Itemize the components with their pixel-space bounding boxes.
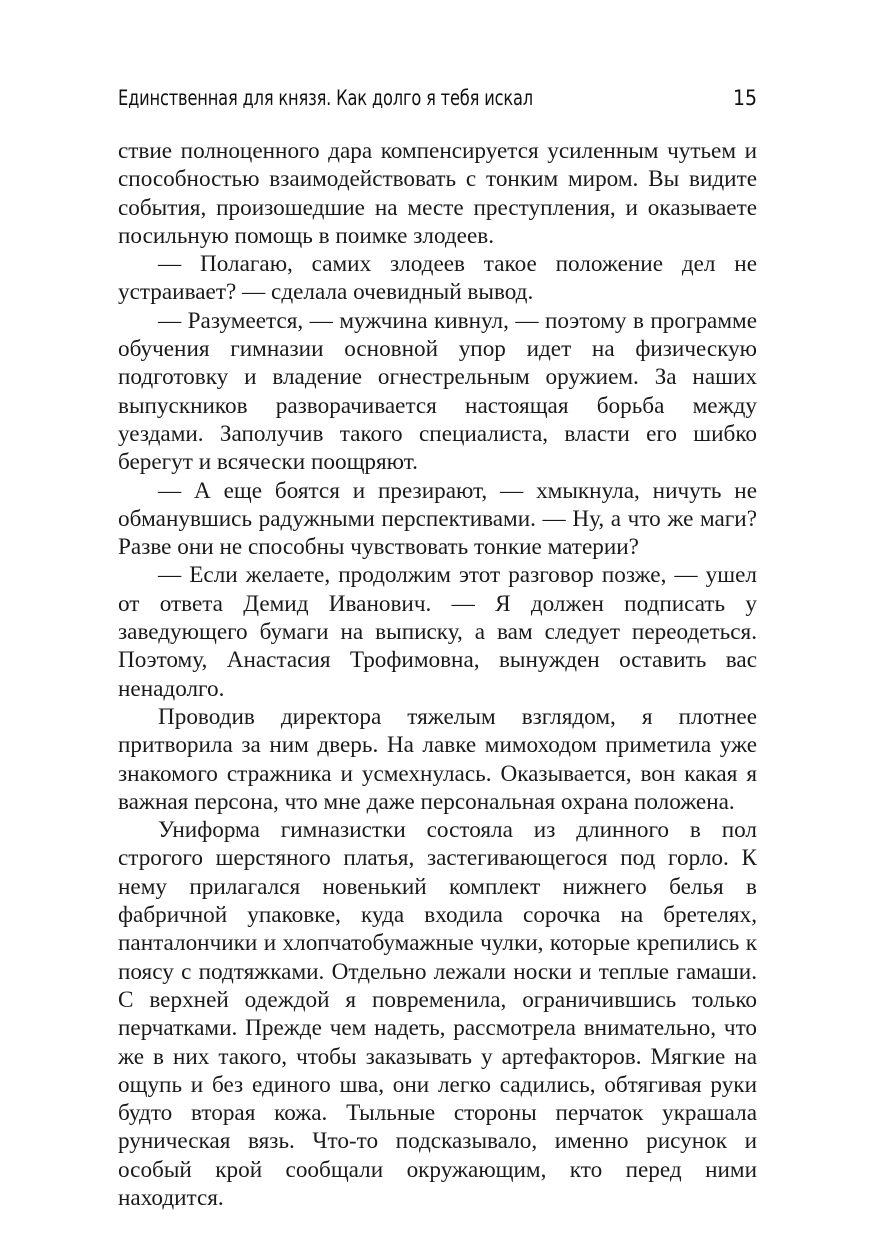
running-title: Единственная для князя. Как долго я тебя искал	[118, 86, 534, 110]
paragraph: ствие полноценного дара компенсируется усиленным чутьем и способностью взаимодействовать с тонким миром. Вы видите события, произошедшие на месте преступления, и оказываете посильную помощь в поимке злодеев.	[118, 138, 757, 249]
paragraph: — Разумеется, — мужчина кивнул, — поэтому в программе обучения гимназии основной упор идет на физическую подготовку и владение огнестрельным оружием. За наших выпускников разворачивается настоящая борьба между уездами. Заполучив такого специалиста, власти его шибко берегут и всячески поощряют.	[118, 307, 757, 476]
running-header	[118, 86, 757, 118]
page-number: 15	[732, 86, 757, 110]
paragraph: Проводив директора тяжелым взглядом, я плотнее притворила за ним дверь. На лавке мимоходом приметила уже знакомого стражника и усмехнулась. Оказывается, вон какая я важная персона, что мне даже персональная охрана положена.	[118, 703, 757, 815]
paragraph: — Если желаете, продолжим этот разговор позже, — ушел от ответа Демид Иванович. — Я должен подписать у заведующего бумаги на выписку, а вам следует переодеться. Поэтому, Анастасия Трофимовна, вынужден оставить вас ненадолго.	[118, 562, 757, 702]
paragraph: Униформа гимназистки состояла из длинного в пол строгого шерстяного платья, застегивающегося под горло. К нему прилагался новенький комплект нижнего белья в фабричной упаковке, куда входила сорочка на бретелях, панталончики и хлопчатобумажные чулки, которые крепились к поясу с подтяжками. Отдельно лежали носки и теплые гамаши. С верхней одеждой я повременила, ограничившись только перчатками. Прежде чем надеть, рассмотрела внимательно, что же в них такого, чтобы заказывать у артефакторов. Мягкие на ощупь и без единого шва, они легко садились, обтягивая руки будто вторая кожа. Тыльные стороны перчаток украшала руническая вязь. Что-то подсказывало, именно рисунок и особый крой сообщали окружающим, кто перед ними находится.	[118, 817, 757, 1211]
paragraph: — А еще боятся и презирают, — хмыкнула, ничуть не обманувшись радужными перспективами. — Ну, а что же маги? Разве они не способны чувствовать тонкие материи?	[118, 477, 757, 561]
paragraph: — Полагаю, самих злодеев такое положение дел не устраивает? — сделала очевидный вывод.	[118, 251, 757, 306]
body-text	[118, 137, 757, 1212]
